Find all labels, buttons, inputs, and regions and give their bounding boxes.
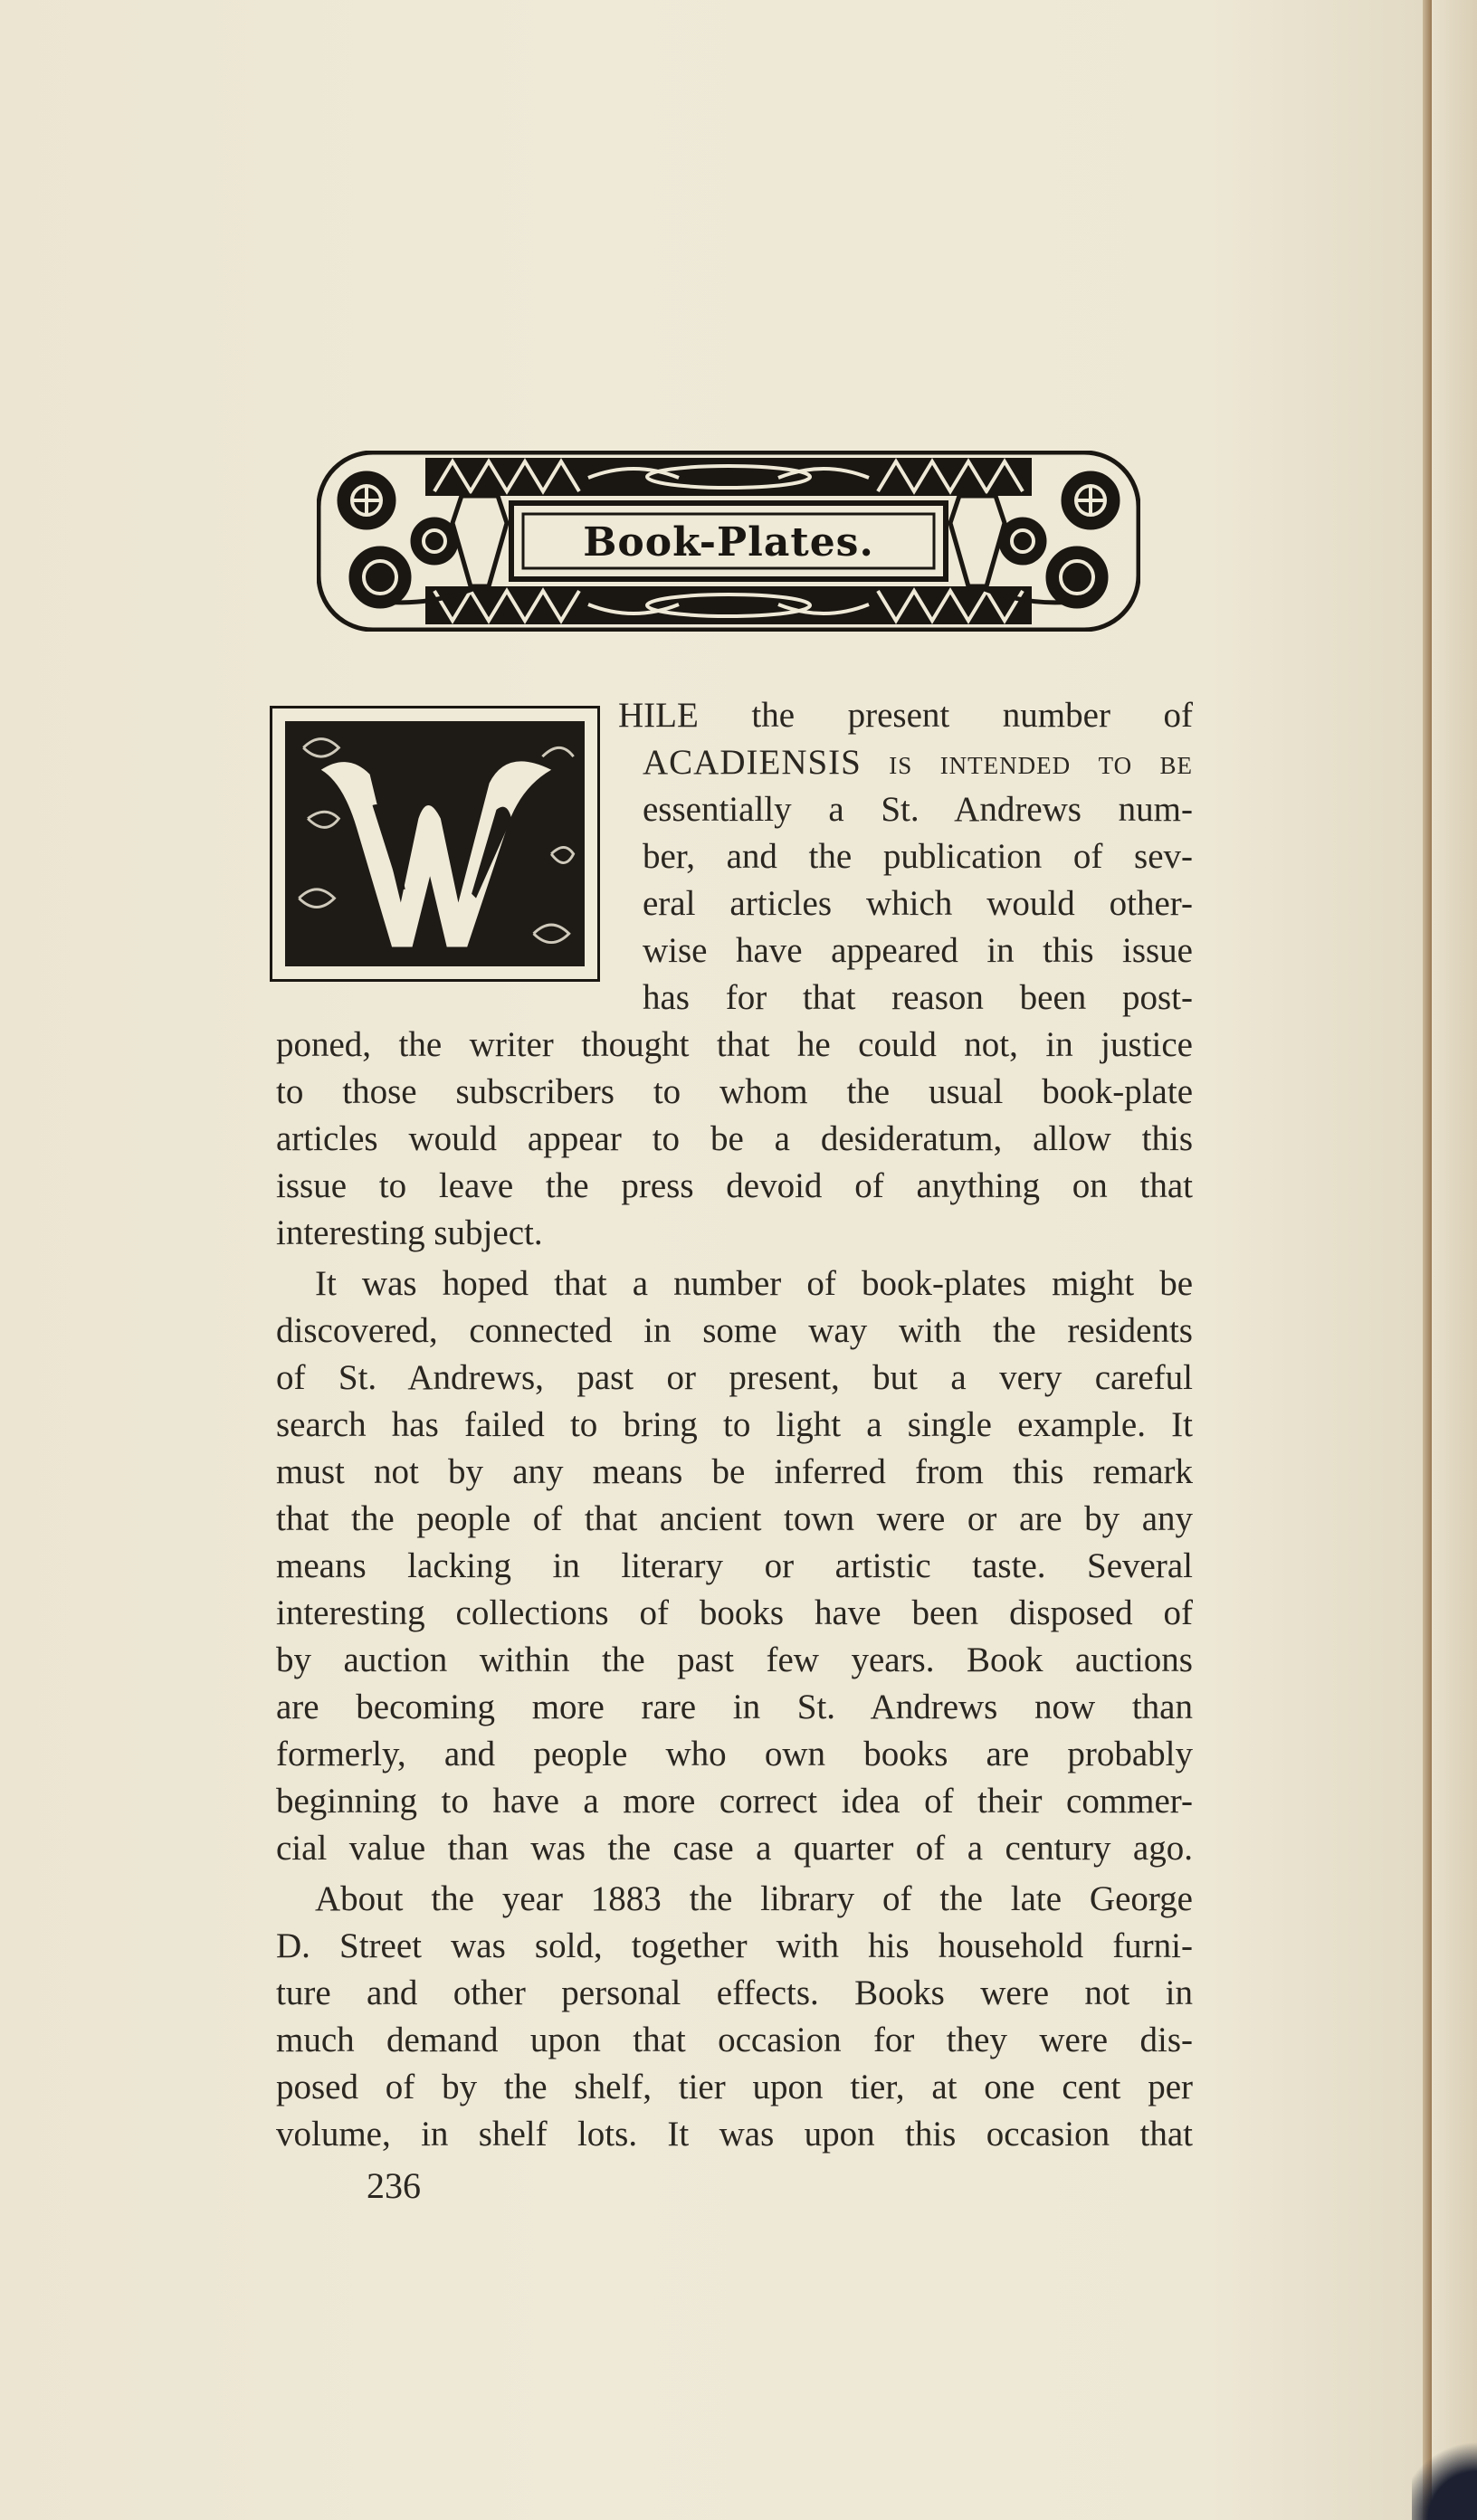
- text-line: means lacking in literary or artistic taste. Several: [276, 1546, 1193, 1585]
- text-line: cial value than was the case a quarter of a century ago.: [276, 1829, 1193, 1868]
- page-number: 236: [367, 2165, 421, 2206]
- text-line: formerly, and people who own books are probably: [276, 1735, 1193, 1774]
- drop-cap: [270, 706, 600, 982]
- text-line: wise have appeared in this issue: [643, 931, 1193, 970]
- text-line: discovered, connected in some way with the residents: [276, 1311, 1193, 1350]
- text-line: much demand upon that occasion for they were dis-: [276, 2021, 1193, 2059]
- text-line: poned, the writer thought that he could not, in justice: [276, 1025, 1193, 1064]
- book-corner: [1412, 2434, 1477, 2520]
- text-line: ACADIENSIS is intended to be: [643, 743, 1193, 782]
- text-line: essentially a St. Andrews num-: [643, 790, 1193, 829]
- adjacent-page: [1432, 0, 1477, 2520]
- text-line: has for that reason been post-: [643, 978, 1193, 1017]
- text-line: by auction within the past few years. Book auctions: [276, 1640, 1193, 1679]
- text-line: articles would appear to be a desideratum, allow this: [276, 1119, 1193, 1158]
- text-line: About the year 1883 the library of the late George: [315, 1879, 1193, 1918]
- text-line: beginning to have a more correct idea of their commer-: [276, 1782, 1193, 1821]
- text-line: interesting collections of books have been disposed of: [276, 1593, 1193, 1632]
- page-edge: [1423, 0, 1432, 2520]
- text-line: that the people of that ancient town were or are by any: [276, 1499, 1193, 1538]
- page-title: Book-Plates.: [583, 518, 874, 566]
- text-line: search has failed to bring to light a single example. It: [276, 1405, 1193, 1444]
- ornamental-letter-w-icon: [285, 721, 585, 966]
- text-line: It was hoped that a number of book-plates might be: [315, 1264, 1193, 1303]
- text-line: interesting subject.: [276, 1213, 543, 1252]
- text-line: ture and other personal effects. Books were not in: [276, 1973, 1193, 2012]
- text-line: D. Street was sold, together with his household furni-: [276, 1926, 1193, 1965]
- text-line: volume, in shelf lots. It was upon this occasion that: [276, 2115, 1193, 2154]
- text-line: HILE the present number of: [618, 696, 1193, 735]
- text-line: must not by any means be inferred from this remark: [276, 1452, 1193, 1491]
- text-line: eral articles which would other-: [643, 884, 1193, 923]
- text-line: to those subscribers to whom the usual book-plate: [276, 1072, 1193, 1111]
- text-line: ber, and the publication of sev-: [643, 837, 1193, 876]
- text-line: are becoming more rare in St. Andrews now than: [276, 1688, 1193, 1726]
- text-line: of St. Andrews, past or present, but a very careful: [276, 1358, 1193, 1397]
- text-line: issue to leave the press devoid of anything on that: [276, 1166, 1193, 1205]
- text-line: posed of by the shelf, tier upon tier, at one cent per: [276, 2068, 1193, 2106]
